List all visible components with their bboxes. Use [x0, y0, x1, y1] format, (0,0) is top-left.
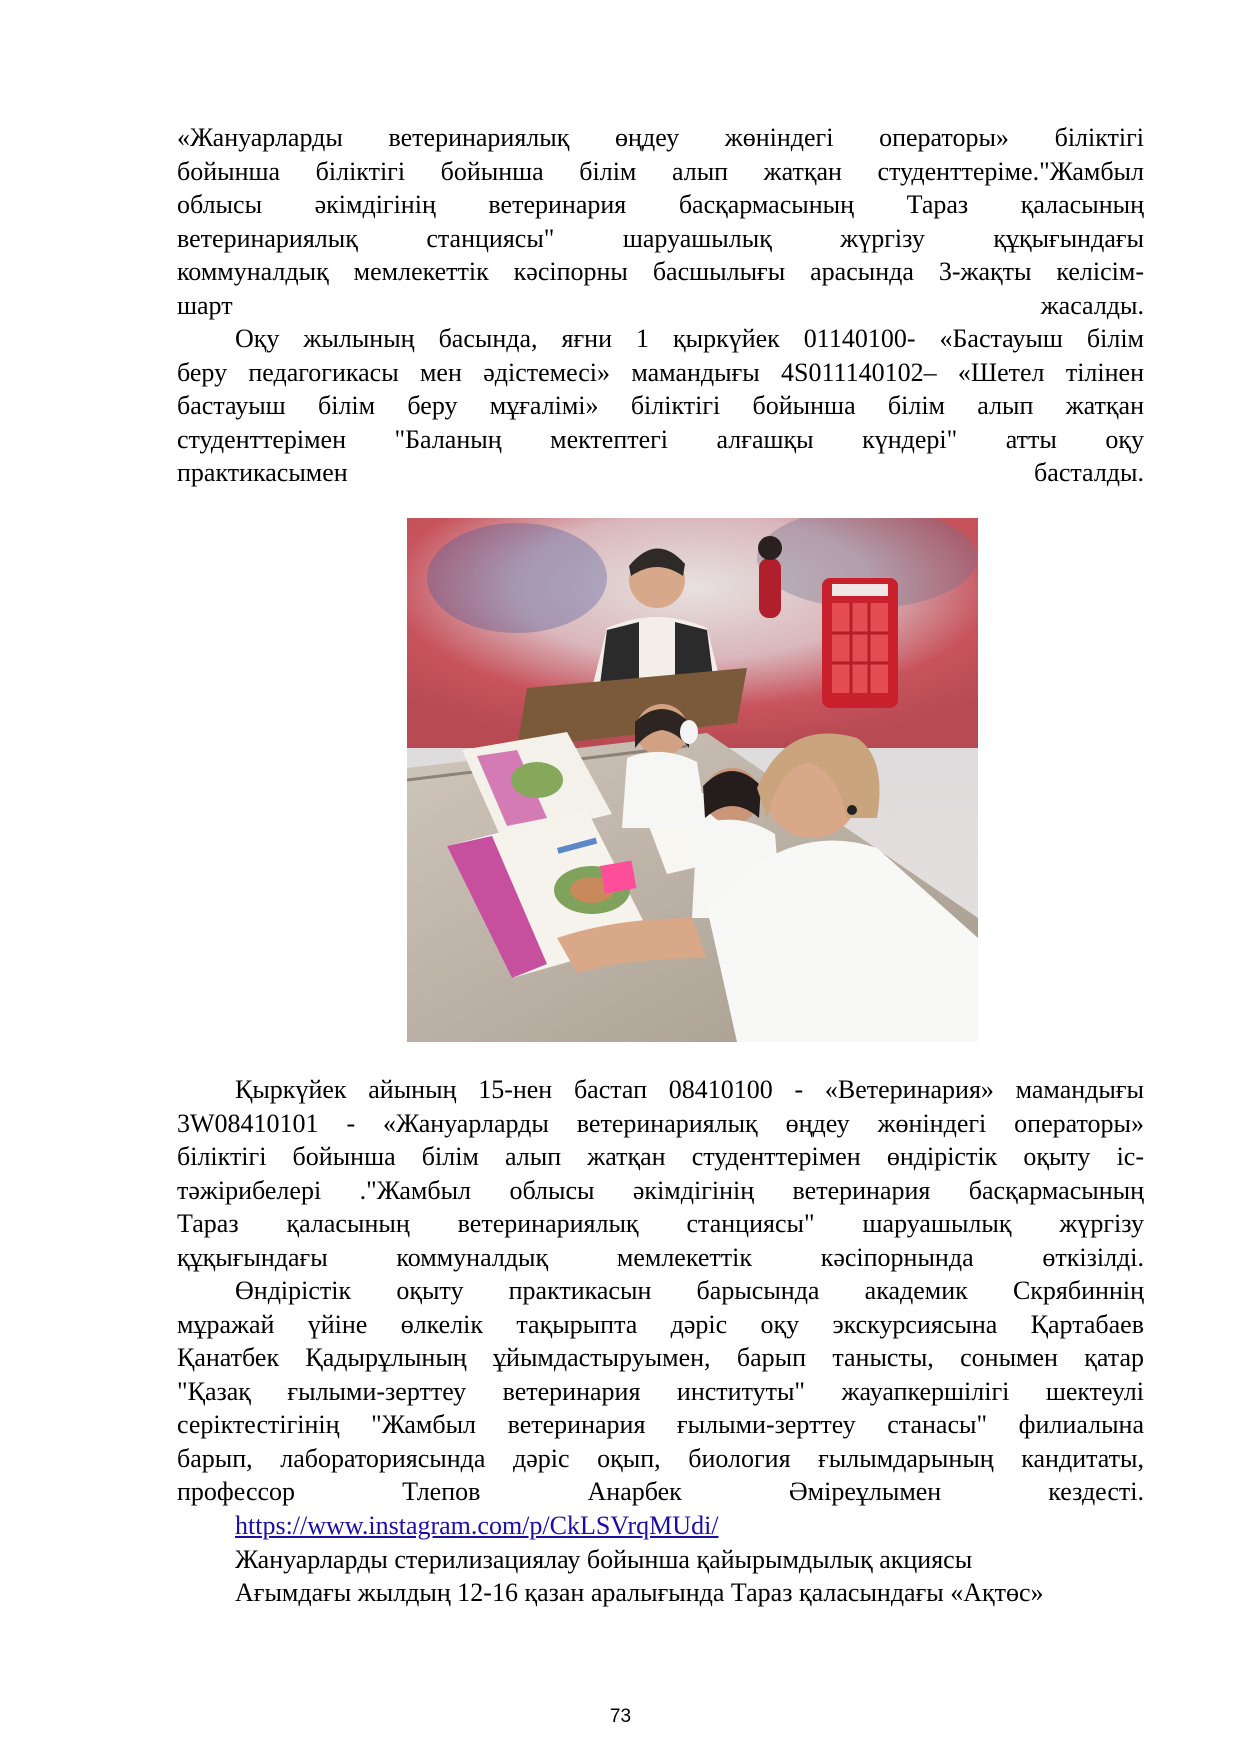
text-line: Оқу жылының басында, яғни 1 қыркүйек 01140100- «Бастауыш білім: [235, 324, 1144, 353]
text-line: құқығындағы коммуналдық мемлекеттік кәсіпорнында өткізілді.: [177, 1242, 1144, 1272]
paragraph-3: [177, 1073, 1144, 1274]
paragraph-1: [177, 121, 1144, 322]
text-line: Қанатбек Қадырұлының ұйымдастыруымен, барып танысты, сонымен қатар: [177, 1343, 1144, 1372]
text-line: Тараз қаласының ветеринариялық станциясы" шаруашылық жүргізу: [177, 1209, 1144, 1238]
classroom-photo: [407, 518, 978, 1042]
text-line: практикасымен басталды.: [177, 458, 1144, 487]
text-line: 3W08410101 - «Жануарларды ветеринариялық өңдеу жөніндегі операторы»: [177, 1108, 1144, 1138]
text-line: беру педагогикасы мен әдістемесі» мамандығы 4S011140102– «Шетел тілінен: [177, 357, 1144, 387]
text-line: тәжірибелері ."Жамбыл облысы әкімдігінің ветеринария басқармасының: [177, 1175, 1144, 1205]
text-line: профессор Тлепов Анарбек Әміреұлымен кездесті.: [177, 1477, 1144, 1506]
paragraph-2: [177, 322, 1144, 490]
text-line: біліктігі бойынша білім алып жатқан студенттерімен өндірістік оқыту іс-: [177, 1142, 1144, 1171]
text-line: бастауыш білім беру мұғалімі» біліктігі бойынша білім алып жатқан: [177, 391, 1144, 420]
text-line: Өндірістік оқыту практикасын барысында академик Скрябиннің: [235, 1276, 1144, 1305]
paragraph-4: [177, 1274, 1144, 1509]
text-line: Ағымдағы жылдың 12-16 қазан аралығында Тараз қаласындағы «Ақтөс»: [235, 1578, 1044, 1607]
text-line: барып, лабораториясында дәріс оқып, биология ғылымдарының кандитаты,: [177, 1443, 1144, 1473]
text-line: "Қазақ ғылыми-зерттеу ветеринария институты" жауапкершілігі шектеулі: [177, 1376, 1144, 1406]
text-line: ветеринариялық станциясы" шаруашылық жүргізу құқығындағы: [177, 223, 1144, 253]
page-number: 73: [609, 1706, 632, 1727]
instagram-link[interactable]: https://www.instagram.com/p/CkLSVrqMUdi/: [235, 1511, 719, 1540]
text-line: шарт жасалды.: [177, 290, 1144, 320]
text-line: студенттерімен "Баланың мектептегі алғашқы күндері" атты оқу: [177, 424, 1144, 454]
text-line: коммуналдық мемлекеттік кәсіпорны басшылығы арасында 3-жақты келісім-: [177, 257, 1144, 286]
text-line: облысы әкімдігінің ветеринария басқармасының Тараз қаласының: [177, 190, 1144, 219]
section-heading-line: Жануарларды стерилизациялау бойынша қайырымдылық акциясы: [235, 1544, 973, 1574]
closing-lines: [177, 1509, 1144, 1610]
text-line: мұражай үйіне өлкелік тақырыпта дәріс оқу экскурсиясына Қартабаев: [177, 1309, 1144, 1339]
text-line: «Жануарларды ветеринариялық өңдеу жөніндегі операторы» біліктігі: [177, 123, 1144, 152]
text-line: бойынша біліктігі бойынша білім алып жатқан студенттеріме."Жамбыл: [177, 156, 1144, 186]
text-line: Қыркүйек айының 15-нен бастап 08410100 - «Ветеринария» мамандығы: [235, 1075, 1144, 1104]
text-line: серіктестігінің "Жамбыл ветеринария ғылыми-зерттеу станасы" филиалына: [177, 1410, 1144, 1439]
